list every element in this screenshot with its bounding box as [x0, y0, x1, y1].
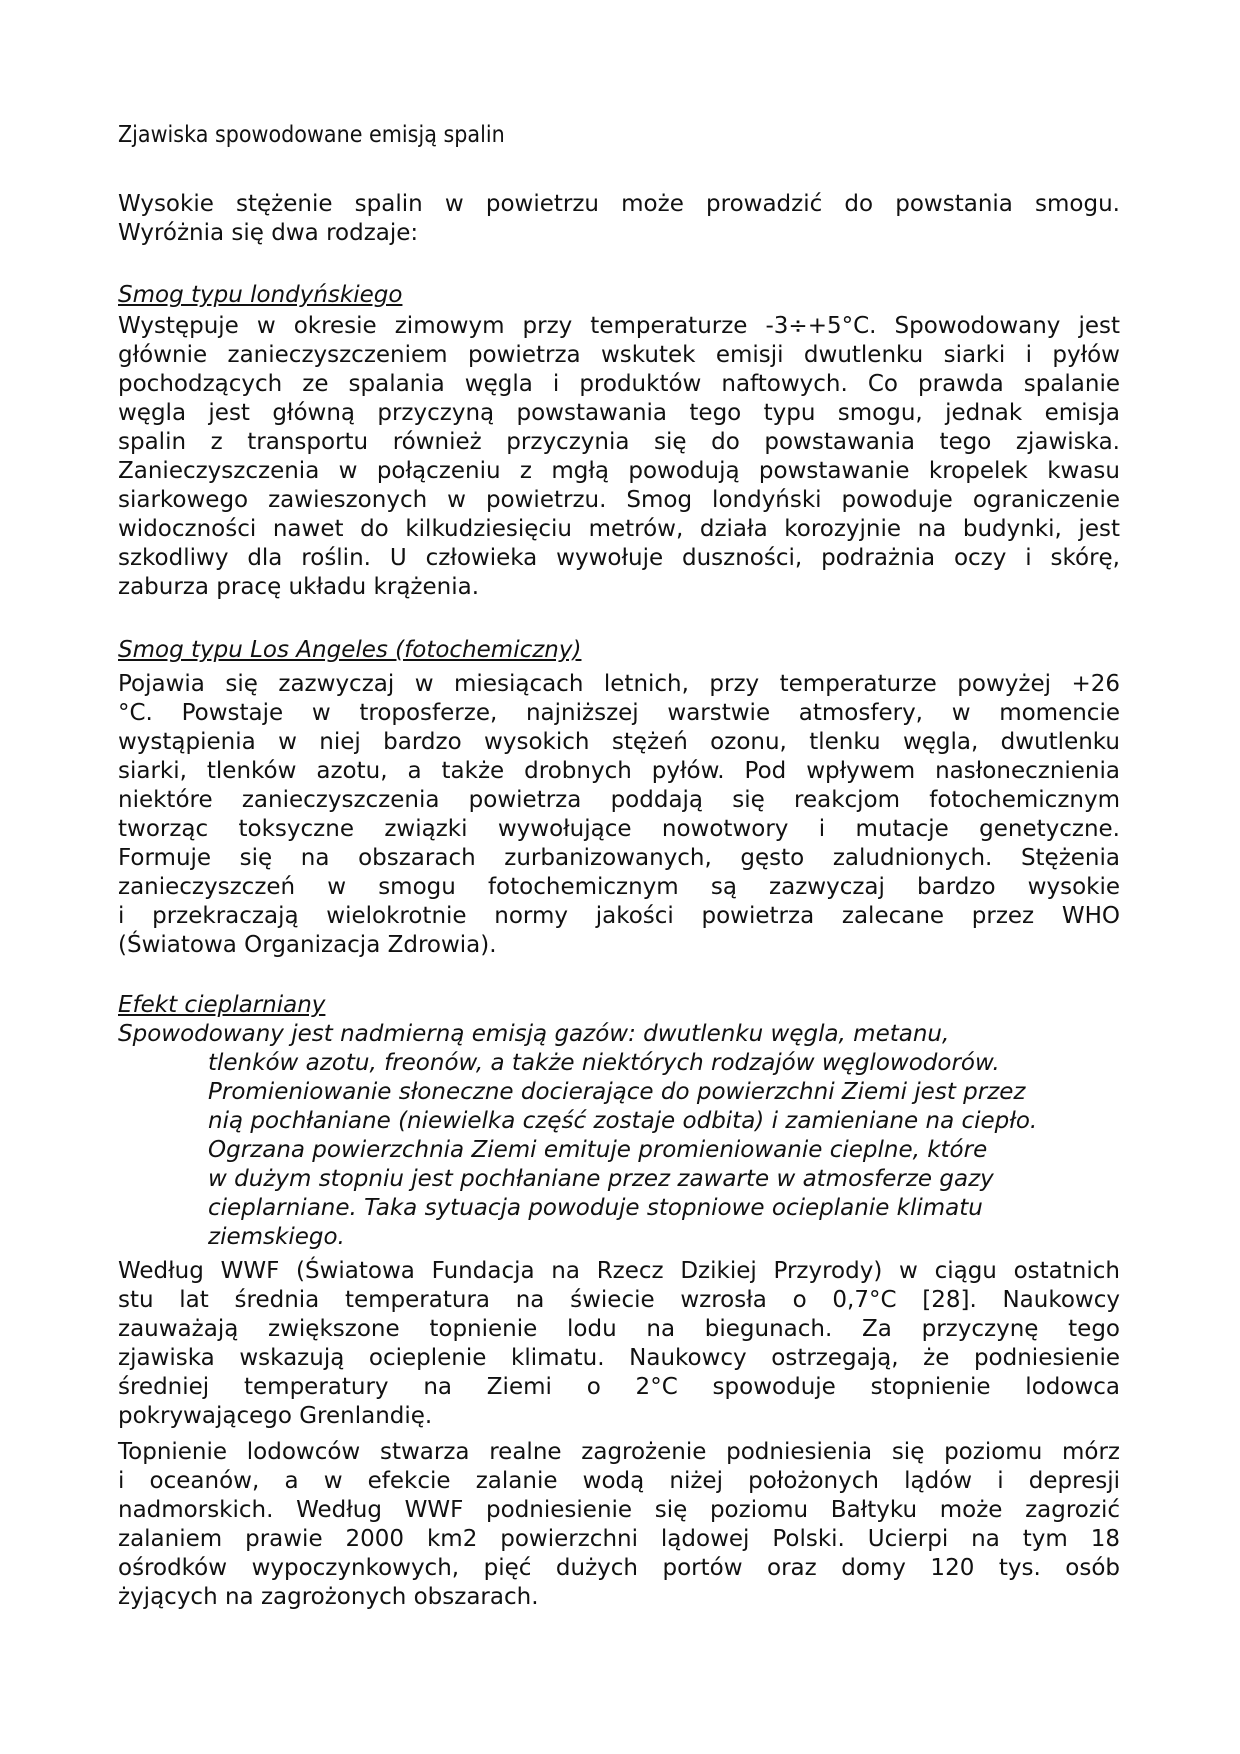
intro-paragraph	[118, 190, 1120, 248]
italic-text-line: tlenków azotu, freonów, a także niektórych rodzajów węglowodorów.	[208, 1050, 1000, 1076]
text-line: spalin z transportu również przyczynia się do powstawania tego zjawiska.	[118, 429, 1120, 455]
text-line: (Światowa Organizacja Zdrowia).	[118, 932, 497, 958]
text-line: szkodliwy dla roślin. U człowieka wywołuje duszności, podrażnia oczy i skórę,	[118, 545, 1120, 571]
text-line: średniej temperatury na Ziemi o 2°C spowoduje stopnienie lodowca	[118, 1374, 1120, 1400]
section-london-smog	[118, 281, 1120, 602]
text-line: żyjących na zagrożonych obszarach.	[118, 1584, 539, 1610]
text-line: Według WWF (Światowa Fundacja na Rzecz Dzikiej Przyrody) w ciągu ostatnich	[118, 1258, 1120, 1284]
text-line: i oceanów, a w efekcie zalanie wodą niżej położonych lądów i depresji	[118, 1468, 1120, 1494]
text-line: pokrywającego Grenlandię.	[118, 1403, 433, 1429]
paragraph	[118, 670, 1120, 960]
text-line: zjawiska wskazują ocieplenie klimatu. Naukowcy ostrzegają, że podniesienie	[118, 1345, 1120, 1371]
text-line: wystąpienia w niej bardzo wysokich stężeń ozonu, tlenku węgla, dwutlenku	[118, 729, 1120, 755]
italic-text-line: Spowodowany jest nadmierną emisją gazów: dwutlenku węgla, metanu,	[118, 1021, 950, 1047]
paragraph	[118, 1438, 1120, 1612]
text-line: zauważają zwiększone topnienie lodu na biegunach. Za przyczynę tego	[118, 1316, 1120, 1342]
italic-paragraph	[118, 1020, 1120, 1252]
text-line: Zanieczyszczenia w połączeniu z mgłą powodują powstawanie kropelek kwasu	[118, 458, 1120, 484]
italic-text-line: w dużym stopniu jest pochłaniane przez zawarte w atmosferze gazy	[208, 1166, 994, 1192]
italic-text-line: Ogrzana powierzchnia Ziemi emituje promieniowanie cieplne, które	[208, 1137, 988, 1163]
text-line: niektóre zanieczyszczenia powietrza poddają się reakcjom fotochemicznym	[118, 787, 1120, 813]
section-heading: Smog typu londyńskiego	[118, 282, 403, 308]
text-line: ośrodków wypoczynkowych, pięć dużych portów oraz domy 120 tys. osób	[118, 1555, 1120, 1581]
paragraph	[118, 312, 1120, 602]
section-heading: Efekt cieplarniany	[118, 992, 326, 1018]
text-line: Pojawia się zazwyczaj w miesiącach letnich, przy temperaturze powyżej +26	[118, 671, 1120, 697]
text-line: Wyróżnia się dwa rodzaje:	[118, 220, 419, 246]
paragraph	[118, 1257, 1120, 1431]
text-line: siarkowego zawieszonych w powietrzu. Smog londyński powoduje ograniczenie	[118, 487, 1120, 513]
text-line: zaburza pracę układu krążenia.	[118, 574, 480, 600]
text-line: głównie zanieczyszczeniem powietrza wskutek emisji dwutlenku siarki i pyłów	[118, 342, 1120, 368]
section-la-smog	[118, 636, 1120, 960]
text-line: Występuje w okresie zimowym przy temperaturze -3÷+5°C. Spowodowany jest	[118, 313, 1120, 339]
section-heading: Smog typu Los Angeles (fotochemiczny)	[118, 637, 582, 663]
text-line: tworząc toksyczne związki wywołujące nowotwory i mutacje genetyczne.	[118, 816, 1120, 842]
section-greenhouse-effect	[118, 991, 1120, 1612]
text-line: zalaniem prawie 2000 km2 powierzchni lądowej Polski. Ucierpi na tym 18	[118, 1526, 1120, 1552]
text-line: stu lat średnia temperatura na świecie wzrosła o 0,7°C [28]. Naukowcy	[118, 1287, 1120, 1313]
italic-text-line: nią pochłaniane (niewielka część zostaje odbita) i zamieniane na ciepło.	[208, 1108, 1038, 1134]
text-line: °C. Powstaje w troposferze, najniższej warstwie atmosfery, w momencie	[118, 700, 1120, 726]
italic-text-line: cieplarniane. Taka sytuacja powoduje stopniowe ocieplanie klimatu	[208, 1195, 983, 1221]
document-title: Zjawiska spowodowane emisją spalin	[118, 122, 505, 148]
text-line: i przekraczają wielokrotnie normy jakości powietrza zalecane przez WHO	[118, 903, 1120, 929]
text-line: węgla jest główną przyczyną powstawania tego typu smogu, jednak emisja	[118, 400, 1120, 426]
italic-text-line: Promieniowanie słoneczne docierające do powierzchni Ziemi jest przez	[208, 1079, 1026, 1105]
text-line: Topnienie lodowców stwarza realne zagrożenie podniesienia się poziomu mórz	[118, 1439, 1120, 1465]
text-line: nadmorskich. Według WWF podniesienie się poziomu Bałtyku może zagrozić	[118, 1497, 1120, 1523]
text-line: pochodzących ze spalania węgla i produktów naftowych. Co prawda spalanie	[118, 371, 1120, 397]
text-line: zanieczyszczeń w smogu fotochemicznym są zazwyczaj bardzo wysokie	[118, 874, 1120, 900]
text-line: siarki, tlenków azotu, a także drobnych pyłów. Pod wpływem nasłonecznienia	[118, 758, 1120, 784]
text-line: widoczności nawet do kilkudziesięciu metrów, działa korozyjnie na budynki, jest	[118, 516, 1120, 542]
text-line: Wysokie stężenie spalin w powietrzu może prowadzić do powstania smogu.	[118, 191, 1120, 217]
text-line: Formuje się na obszarach zurbanizowanych, gęsto zaludnionych. Stężenia	[118, 845, 1120, 871]
italic-text-line: ziemskiego.	[208, 1224, 345, 1250]
